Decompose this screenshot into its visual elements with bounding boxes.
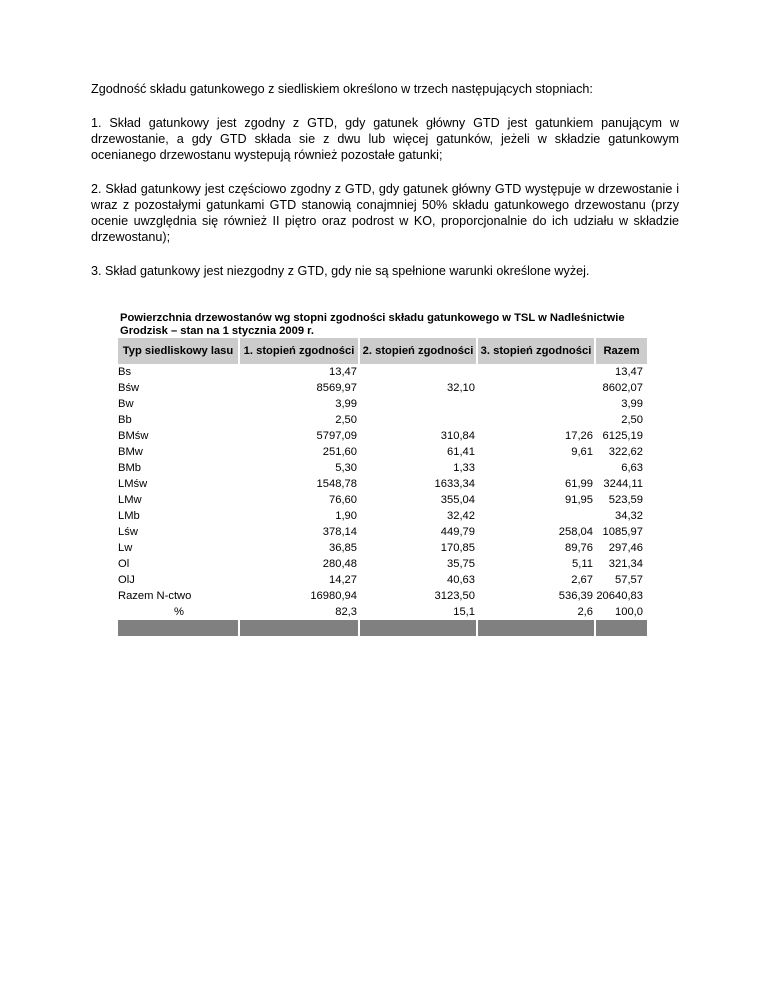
table-cell: 1,90 [335,510,357,522]
rule-segment [118,620,240,636]
table-cell: 5797,09 [316,430,357,442]
table-cell [478,508,596,524]
table-cell: 1548,78 [316,478,357,490]
table-cell: 6125,19 [602,430,643,442]
table-cell: 9,61 [571,446,593,458]
table-cell: 89,76 [565,542,593,554]
table-cell: 449,79 [440,526,475,538]
table-cell: 13,47 [615,366,643,378]
table-body [118,364,647,636]
table-cell: 40,63 [447,574,475,586]
table-cell: 8569,97 [316,382,357,394]
table-row [118,412,647,428]
table-cell [360,412,478,428]
table-cell: 310,84 [440,430,475,442]
table-cell: 1085,97 [602,526,643,538]
row-label: Bs [118,366,132,378]
row-label: Razem N-ctwo [118,590,192,602]
table-cell: 15,1 [453,606,475,618]
table-cell: 1633,34 [434,478,475,490]
point-3-paragraph: 3. Skład gatunkowy jest niezgodny z GTD, gdy nie są spełnione warunki określone wyżej. [91,264,590,278]
rule-segment [478,620,596,636]
table-cell [478,364,596,380]
table-row [118,508,647,524]
table-row [118,604,647,620]
table-cell: 297,46 [608,542,643,554]
rule-segment [360,620,478,636]
header-total: Razem [596,338,647,364]
row-label: Bśw [118,382,140,394]
row-label: OlJ [118,574,135,586]
rule-segment [240,620,360,636]
row-label: Ol [118,558,130,570]
row-label: Bw [118,398,134,410]
table-cell: 76,60 [329,494,357,506]
table-bottom-rule [118,620,647,636]
table-cell: 523,59 [608,494,643,506]
table-caption: Powierzchnia drzewostanów wg stopni zgodności składu gatunkowego w TSL w Nadleśnictwie Grodzisk – stan na 1 stycznia 2009 r. [120,312,625,337]
table-cell: 378,14 [322,526,357,538]
table-cell: 3244,11 [603,478,643,490]
table-cell [360,396,478,412]
row-label: BMb [118,462,142,474]
table-cell: 5,30 [335,462,357,474]
table-row [118,524,647,540]
table-cell [478,396,596,412]
table-cell: 536,39 [558,590,593,602]
table-cell: 170,85 [440,542,475,554]
table-cell: 3123,50 [434,590,475,602]
row-label: Lw [118,542,133,554]
table-cell: 32,10 [447,382,475,394]
row-label: LMb [118,510,140,522]
table-row [118,380,647,396]
table-cell: 2,50 [621,414,643,426]
table-cell: 14,27 [329,574,357,586]
row-label: LMw [118,494,142,506]
table-cell: 34,32 [615,510,643,522]
table-row [118,572,647,588]
table-cell: 2,67 [571,574,593,586]
table-cell [478,412,596,428]
header-degree-1: 1. stopień zgodności [240,338,360,364]
table-cell: 8602,07 [602,382,643,394]
table-cell: 2,6 [577,606,593,618]
table-cell: 100,0 [615,606,643,618]
table-cell: 5,11 [572,558,593,570]
row-label: % [174,606,184,618]
table-header-row [118,338,647,364]
table-cell: 32,42 [447,510,475,522]
table-cell: 17,26 [565,430,593,442]
table-cell: 251,60 [322,446,357,458]
table-cell: 35,75 [447,558,475,570]
table-cell: 91,95 [565,494,593,506]
table-row [118,588,647,604]
header-degree-2: 2. stopień zgodności [360,338,478,364]
intro-paragraph: Zgodność składu gatunkowego z siedliskiem określono w trzech następujących stopniach: [91,82,593,96]
table-cell [478,460,596,476]
compliance-table [118,338,647,636]
table-row [118,396,647,412]
table-cell: 3,99 [621,398,643,410]
table-cell: 61,41 [447,446,475,458]
table-cell: 3,99 [335,398,357,410]
row-label: Bb [118,414,132,426]
row-label: BMśw [118,430,149,442]
table-cell: 13,47 [329,366,357,378]
header-site-type: Typ siedliskowy lasu [118,338,240,364]
table-cell [478,380,596,396]
table-cell: 82,3 [335,606,357,618]
table-row [118,460,647,476]
table-cell [360,364,478,380]
table-row [118,476,647,492]
table-row [118,556,647,572]
table-cell: 258,04 [558,526,593,538]
point-2-paragraph: 2. Skład gatunkowy jest częściowo zgodny z GTD, gdy gatunek główny GTD występuje w drzewostanie i wraz z pozostałymi gatunkami GTD stanowią conajmniej 50% składu gatunkowego drzewostanu (przy ocenie uwzględnia się również II piętro oraz podrost w KO, proporcjonalnie do ich udziału w składzie drzewostanu); [91,182,679,244]
table-cell: 321,34 [608,558,643,570]
table-cell: 20640,83 [596,590,643,602]
table-row [118,540,647,556]
row-label: BMw [118,446,143,458]
row-label: LMśw [118,478,148,490]
table-cell: 36,85 [329,542,357,554]
table-row [118,364,647,380]
table-cell: 1,33 [453,462,475,474]
row-label: Lśw [118,526,138,538]
table-cell: 2,50 [335,414,357,426]
table-row [118,428,647,444]
table-cell: 57,57 [615,574,643,586]
point-1-paragraph: 1. Skład gatunkowy jest zgodny z GTD, gdy gatunek główny GTD jest gatunkiem panującym w drzewostanie, a gdy GTD składa sie z dwu lub więcej gatunków, jeżeli w składzie gatunkowym ocenianego drzewostanu wystepują również pozostałe gatunki; [91,116,679,162]
rule-segment [596,620,647,636]
table-cell: 16980,94 [310,590,357,602]
table-row [118,492,647,508]
table-cell: 61,99 [565,478,593,490]
table-cell: 280,48 [322,558,357,570]
table-cell: 6,63 [621,462,643,474]
table-row [118,444,647,460]
table-cell: 322,62 [608,446,643,458]
table-cell: 355,04 [440,494,475,506]
header-degree-3: 3. stopień zgodności [478,338,596,364]
